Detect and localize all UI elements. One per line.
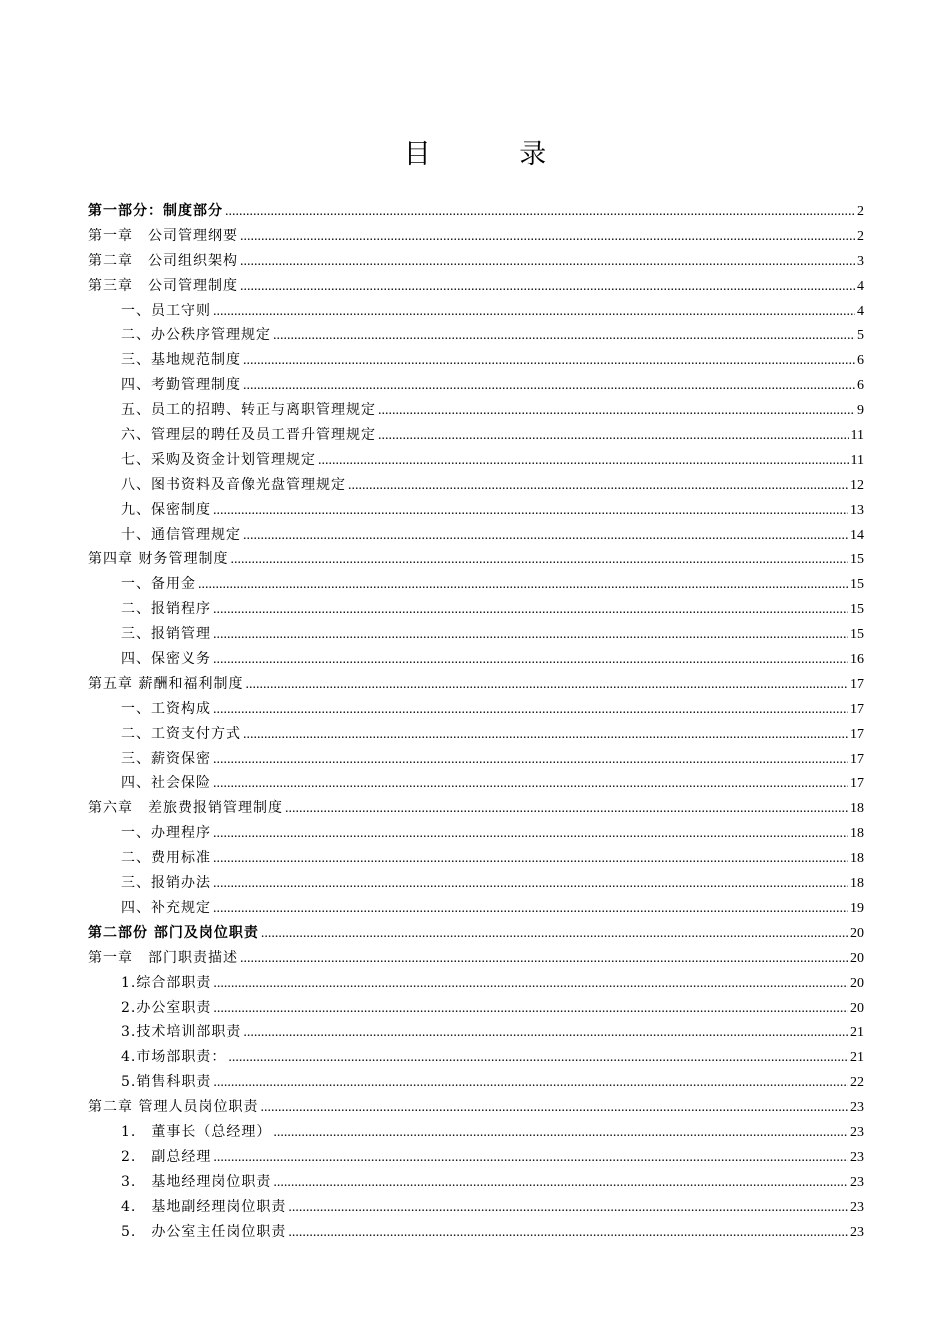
toc-entry-label: 二、工资支付方式 [121,725,241,742]
toc-leader-dots [213,847,848,872]
toc-entry-page: 17 [850,701,864,717]
toc-leader-dots [213,997,848,1022]
toc-entry-page: 23 [850,1224,864,1240]
toc-entry[interactable] [88,498,864,523]
toc-leader-dots [213,623,848,648]
toc-entry-page: 4 [857,278,864,294]
toc-entry-page: 15 [850,577,864,593]
toc-leader-dots [243,723,848,748]
toc-entry-label: 1. 董事长（总经理） [121,1123,272,1140]
toc-entry-label: 十、通信管理规定 [121,526,241,543]
toc-entry[interactable] [88,473,864,498]
toc-entry[interactable] [88,199,864,224]
toc-entry[interactable] [88,323,864,348]
toc-entry-label: 八、图书资料及音像光盘管理规定 [121,476,346,493]
toc-entry-page: 11 [850,452,864,468]
toc-entry[interactable] [88,1170,864,1195]
toc-entry-page: 19 [850,900,864,916]
toc-entry-label: 第二章 管理人员岗位职责 [88,1099,259,1116]
toc-leader-dots [213,300,855,325]
toc-entry-page: 18 [850,801,864,817]
toc-leader-dots [213,648,848,673]
toc-leader-dots [228,1046,848,1071]
toc-entry-label: 第六章 差旅费报销管理制度 [88,800,283,817]
toc-leader-dots [213,897,848,922]
toc-leader-dots [213,698,848,723]
toc-entry-label: 四、考勤管理制度 [121,377,241,394]
toc-entry-label: 六、管理层的聘任及员工晋升管理规定 [121,427,376,444]
toc-entry[interactable] [88,523,864,548]
toc-entry-page: 20 [850,1000,864,1016]
toc-entry[interactable] [88,821,864,846]
toc-entry-page: 15 [850,627,864,643]
toc-entry-page: 14 [850,527,864,543]
toc-entry-page: 5 [857,328,864,344]
toc-leader-dots [225,200,855,225]
toc-entry-page: 23 [850,1174,864,1190]
toc-entry[interactable] [88,747,864,772]
toc-entry-page: 3 [857,253,864,269]
toc-leader-dots [240,225,855,250]
toc-entry-page: 23 [850,1100,864,1116]
toc-leader-dots [240,250,855,275]
toc-leader-dots [240,275,855,300]
toc-entry-page: 17 [850,776,864,792]
toc-entry-label: 3. 基地经理岗位职责 [121,1173,272,1190]
toc-entry[interactable] [88,647,864,672]
toc-entry-page: 23 [850,1124,864,1140]
toc-entry-label: 1.综合部职责 [121,974,212,991]
toc-entry-page: 23 [850,1199,864,1215]
toc-entry[interactable] [88,1120,864,1145]
toc-entry[interactable] [88,299,864,324]
toc-entry-page: 12 [850,477,864,493]
toc-entry-page: 4 [857,303,864,319]
toc-leader-dots [245,673,848,698]
toc-entry-page: 6 [857,378,864,394]
toc-entry[interactable] [88,672,864,697]
toc-entry[interactable] [88,448,864,473]
toc-entry-label: 一、备用金 [121,576,196,593]
toc-entry-label: 5. 办公室主任岗位职责 [121,1223,287,1240]
toc-entry-label: 第二部份 部门及岗位职责 [88,924,259,941]
toc-entry[interactable] [88,896,864,921]
toc-leader-dots [288,1196,848,1221]
toc-leader-dots [285,797,848,822]
toc-entry[interactable] [88,423,864,448]
toc-entry-label: 第四章 财务管理制度 [88,551,229,568]
toc-leader-dots [213,1146,848,1171]
toc-entry[interactable] [88,249,864,274]
toc-entry-label: 四、保密义务 [121,651,211,668]
toc-entry-page: 15 [850,552,864,568]
toc-entry[interactable] [88,1070,864,1095]
toc-entry[interactable] [88,572,864,597]
toc-entry[interactable] [88,373,864,398]
toc-entry-label: 九、保密制度 [121,501,211,518]
toc-leader-dots [198,573,848,598]
toc-leader-dots [213,1071,848,1096]
toc-entry[interactable] [88,771,864,796]
table-of-contents [88,199,864,1244]
toc-leader-dots [213,598,848,623]
toc-entry-page: 23 [850,1149,864,1165]
toc-entry-label: 2.办公室职责 [121,999,212,1016]
toc-entry-label: 一、工资构成 [121,700,211,717]
toc-entry-page: 11 [850,428,864,444]
toc-entry-page: 18 [850,851,864,867]
toc-entry[interactable] [88,722,864,747]
toc-entry-label: 4. 基地副经理岗位职责 [121,1198,287,1215]
toc-leader-dots [240,947,848,972]
toc-entry[interactable] [88,971,864,996]
toc-entry-page: 21 [850,1050,864,1066]
toc-entry[interactable] [88,398,864,423]
toc-entry-label: 二、办公秩序管理规定 [121,327,271,344]
toc-leader-dots [243,1021,848,1046]
toc-entry-label: 2. 副总经理 [121,1148,212,1165]
toc-leader-dots [213,822,848,847]
toc-entry[interactable] [88,1145,864,1170]
toc-leader-dots [273,324,855,349]
toc-entry-label: 五、员工的招聘、转正与离职管理规定 [121,402,376,419]
toc-entry-label: 第五章 薪酬和福利制度 [88,675,244,692]
toc-entry-page: 6 [857,353,864,369]
toc-entry-page: 18 [850,826,864,842]
toc-entry-label: 二、费用标准 [121,850,211,867]
toc-entry[interactable] [88,871,864,896]
toc-entry[interactable] [88,996,864,1021]
toc-entry[interactable] [88,946,864,971]
toc-entry-page: 22 [850,1075,864,1091]
toc-entry-label: 四、社会保险 [121,775,211,792]
toc-entry-page: 17 [850,726,864,742]
toc-entry-page: 17 [850,676,864,692]
toc-entry-label: 三、基地规范制度 [121,352,241,369]
toc-entry-page: 9 [857,403,864,419]
toc-entry-label: 第三章 公司管理制度 [88,277,238,294]
toc-leader-dots [243,349,855,374]
toc-title: 目 录 [403,139,587,170]
toc-entry[interactable] [88,622,864,647]
toc-entry[interactable] [88,846,864,871]
toc-entry-label: 四、补充规定 [121,899,211,916]
toc-entry[interactable] [88,1045,864,1070]
toc-entry[interactable] [88,1195,864,1220]
toc-entry-page: 20 [850,975,864,991]
toc-entry[interactable] [88,1220,864,1245]
toc-leader-dots [288,1221,848,1246]
toc-entry-page: 15 [850,602,864,618]
toc-leader-dots [213,748,848,773]
toc-entry-label: 三、报销办法 [121,875,211,892]
toc-entry[interactable] [88,224,864,249]
toc-leader-dots [213,499,848,524]
toc-entry-label: 第二章 公司组织架构 [88,252,238,269]
toc-entry-label: 第一部分：制度部分 [88,203,223,219]
toc-entry-label: 第一章 公司管理纲要 [88,227,238,244]
toc-entry-page: 20 [850,950,864,966]
toc-leader-dots [213,872,848,897]
toc-entry-label: 4.市场部职责： [121,1049,227,1066]
toc-leader-dots [230,548,848,573]
toc-entry-label: 三、报销管理 [121,626,211,643]
toc-entry-label: 一、员工守则 [121,302,211,319]
toc-leader-dots [273,1171,848,1196]
toc-leader-dots [260,1096,848,1121]
toc-entry[interactable] [88,796,864,821]
toc-entry[interactable] [88,1095,864,1120]
toc-entry-label: 3.技术培训部职责 [121,1024,242,1041]
toc-entry-label: 二、报销程序 [121,601,211,618]
toc-entry[interactable] [88,547,864,572]
toc-entry-page: 16 [850,652,864,668]
toc-entry-page: 2 [857,204,864,219]
toc-leader-dots [243,374,855,399]
toc-leader-dots [261,922,848,947]
toc-entry-label: 第一章 部门职责描述 [88,949,238,966]
toc-entry-page: 2 [857,228,864,244]
toc-entry-page: 21 [850,1025,864,1041]
toc-entry[interactable] [88,274,864,299]
toc-entry-page: 17 [850,751,864,767]
toc-leader-dots [348,474,848,499]
toc-leader-dots [318,449,849,474]
toc-entry[interactable] [88,1020,864,1045]
toc-entry[interactable] [88,697,864,722]
toc-entry-label: 七、采购及资金计划管理规定 [121,451,316,468]
toc-leader-dots [213,972,848,997]
toc-entry[interactable] [88,921,864,946]
toc-leader-dots [378,399,855,424]
toc-leader-dots [213,772,848,797]
toc-entry-page: 20 [850,925,864,941]
toc-entry-page: 18 [850,876,864,892]
toc-entry[interactable] [88,348,864,373]
toc-entry[interactable] [88,597,864,622]
toc-leader-dots [378,424,849,449]
toc-entry-label: 一、办理程序 [121,825,211,842]
toc-leader-dots [243,524,848,549]
toc-entry-label: 5.销售科职责 [121,1074,212,1091]
toc-entry-label: 三、薪资保密 [121,750,211,767]
toc-entry-page: 13 [850,502,864,518]
toc-leader-dots [273,1121,848,1146]
